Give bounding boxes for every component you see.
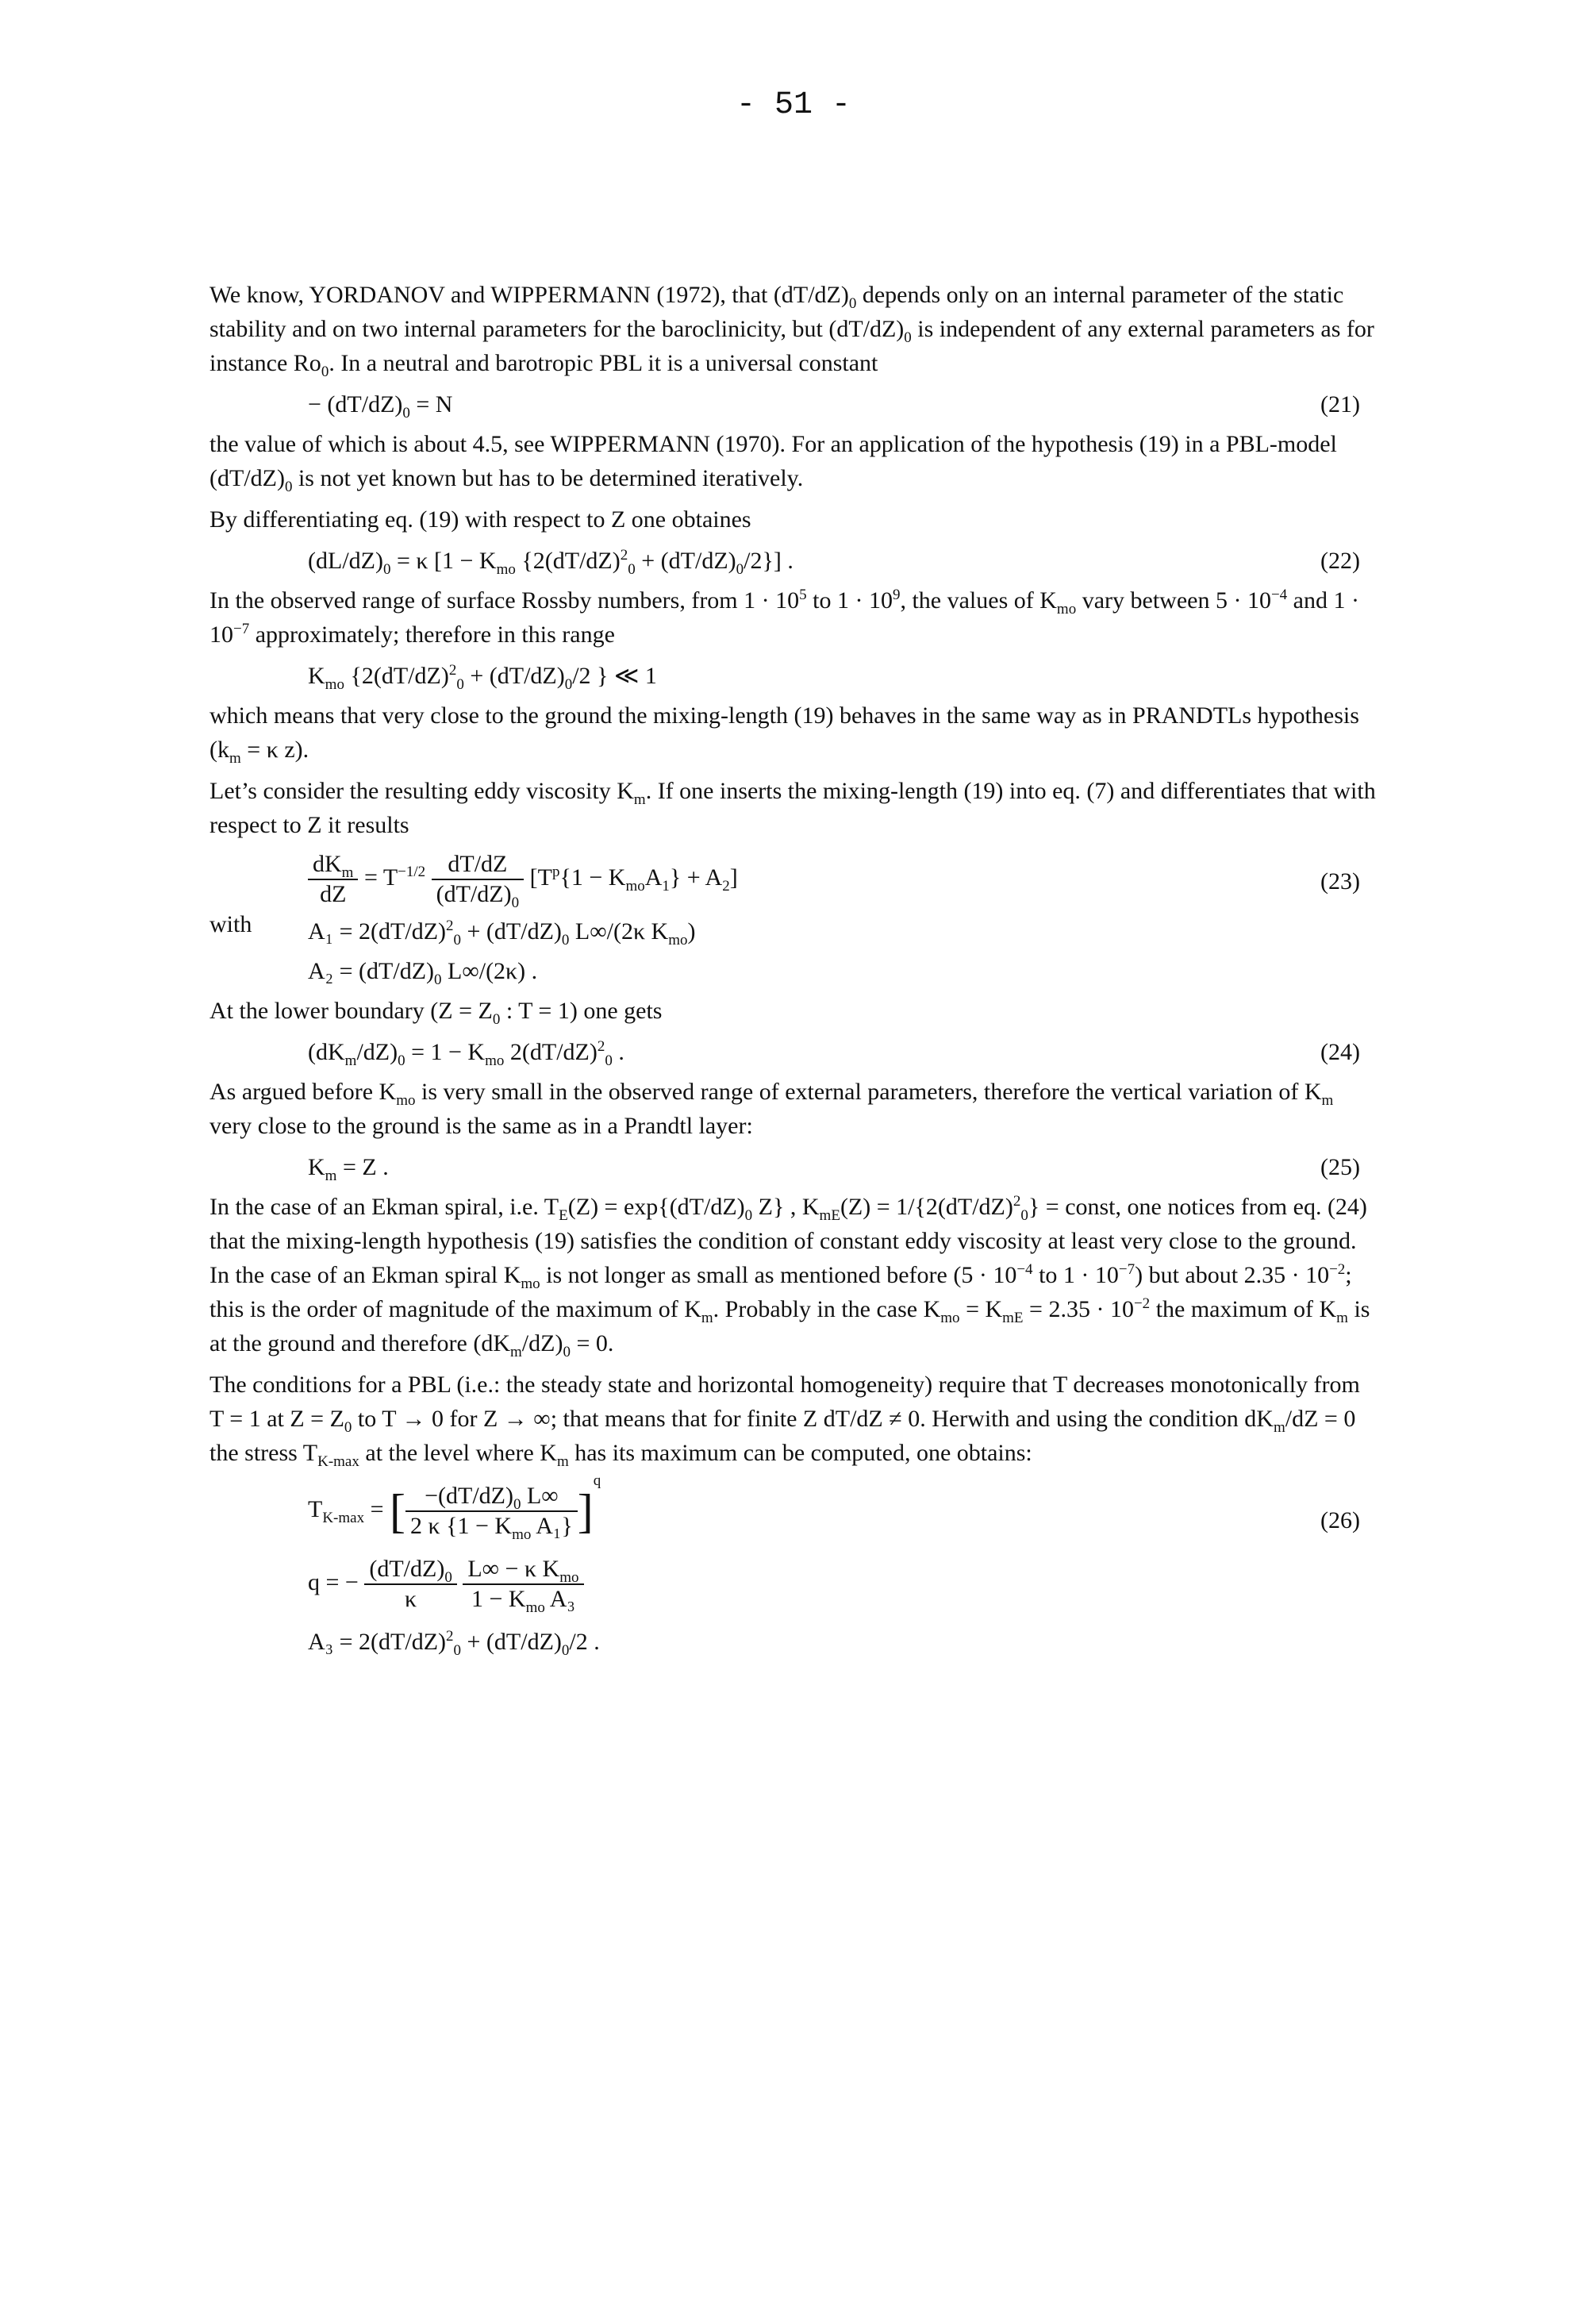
equation-21: − $(dT/dZ)_0 = N$ (21) — [209, 387, 1376, 421]
paragraph-3: By differentiating eq. (19) with respect to Z one obtaines — [209, 506, 751, 533]
equation-24: $(dK_m/dZ)_0 = 1 - K_{mo}$ $2(dT/dZ)^2_0$ . (24) — [209, 1035, 1376, 1069]
equation-26: $T_{K-max}$ = [ $\frac{-(dT/dZ)_0 L\infty}{2 \kappa \{1 - K_{mo} A_1\}}$ ]$^q$ (26) — [308, 1472, 1360, 1544]
paragraph-8: As argued before $K_{mo}$ is very small in the observed range of external parameters, therefore the vertical variation of $K_m$ very close to the ground is the same as in a Prandtl layer: — [209, 1079, 1334, 1139]
paragraph-4: In the observed range of surface Rossby numbers, from $1 \cdot 10^5$ to $1 \cdot 10^9$, the values of $K_{mo}$ vary between $5 \cdot 10^{-4}$ and $1 \cdot 10^{-7}$ approximately; therefore in this range — [209, 587, 1359, 648]
definition-a2: $A_2 = (dT/dZ)_0$ L∞/(2κ) . — [308, 958, 538, 988]
page-body — [209, 278, 1376, 1664]
paragraph-9: In the case of an Ekman spiral, i.e. $T_E(Z) = \exp\{(dT/dZ)_0$ Z} , $K_{mE}(Z) = 1/\{2(dT/dZ)^2_0\}$ = const, one notices from eq. (24) that the mixing-length hypothesis (19) satisfies the condition of constant eddy viscosity at least very close to the ground. In the case of an Ekman spiral $K_{mo}$ is not longer as small as mentioned before ($5 \cdot 10^{-4}$ to $1 \cdot 10^{-7}$) but about $2.35 \cdot 10^{-2}$; this is the order of magnitude of the maximum of $K_m$. Probably in the case $K_{mo} = K_{mE} = 2.35 \cdot 10^{-2}$ the maximum of $K_m$ is at the ground and therefore $(dK_m/dZ)_0 = 0$. — [209, 1193, 1370, 1360]
paragraph-5: which means that very close to the ground the mixing-length (19) behaves in the same way as in PRANDTLs hypothesis ($k_m = \kappa$ z). — [209, 702, 1359, 767]
equation-number: (26) — [1320, 1507, 1360, 1533]
paragraph-7: At the lower boundary ($Z = Z_0$ : T = 1) one gets — [209, 998, 663, 1028]
equation-22: $(dL/dZ)_0 = \kappa$ [$1 - K_{mo}$ $\{2(dT/dZ)^2_0 + (dT/dZ)_0/2\}$] . (22) — [209, 544, 1376, 578]
with-label: with — [209, 911, 252, 937]
equation-number: (22) — [1320, 548, 1360, 574]
paragraph-1: We know, YORDANOV and WIPPERMANN (1972), that $(dT/dZ)_0$ depends only on an internal parameter of the static stability and on two internal parameters for the baroclinicity, but $(dT/dZ)_0$ is independent of any external parameters as for instance $Ro_0$. In a neutral and barotropic PBL it is a universal constant — [209, 282, 1374, 380]
equation-23: $\frac{dK_m}{dZ}$ = $T^{-1/2}$ $\frac{dT/dZ}{(dT/dZ)_0}$ $[T^p\{1 - K_{mo}A_1\} + A_2]$ (23) — [209, 850, 1376, 909]
equation-23-block — [209, 850, 1376, 988]
equation-q: q = − $\frac{(dT/dZ)_0}{\kappa}$ $\frac{L\infty - \kappa K_{mo}}{1 - K_{mo} A_3}$ — [209, 1555, 1376, 1614]
paragraph-10: The conditions for a PBL (i.e.: the steady state and horizontal homogeneity) require that T decreases monotonically from T = 1 at $Z = Z_0$ to T → 0 for Z → ∞; that means that for finite Z dT/dZ ≠ 0. Herwith and using the condition $dK_m/dZ = 0$ the stress $T_{K-max}$ at the level where $K_m$ has its maximum can be computed, one obtains: — [209, 1372, 1360, 1470]
definition-a1: $A_1 = 2(dT/dZ)^2_0 + (dT/dZ)_0$ L∞/(2κ $K_{mo}$) — [308, 918, 696, 948]
equation-number: (23) — [1320, 868, 1360, 895]
paragraph-2: the value of which is about 4.5, see WIPPERMANN (1970). For an application of the hypothesis (19) in a PBL-model $(dT/dZ)_0$ is not yet known but has to be determined iteratively. — [209, 431, 1337, 495]
equation-number: (24) — [1320, 1039, 1360, 1065]
equation-number: (21) — [1320, 391, 1360, 417]
equation-number: (25) — [1320, 1154, 1360, 1180]
paragraph-6: Let’s consider the resulting eddy viscosity $K_m$. If one inserts the mixing-length (19) into eq. (7) and differentiates that with respect to Z it results — [209, 778, 1376, 838]
inequality: $K_{mo}$ {$2(dT/dZ)^2_0 + (dT/dZ)_0/2$ } ≪ 1 — [308, 662, 657, 693]
definition-a3: $A_3 = 2(dT/dZ)^2_0 + (dT/dZ)_0/2$ . — [308, 1628, 600, 1660]
page-number: - 51 - — [736, 87, 851, 123]
equation-25: $K_m = Z$ . (25) — [209, 1150, 1376, 1184]
